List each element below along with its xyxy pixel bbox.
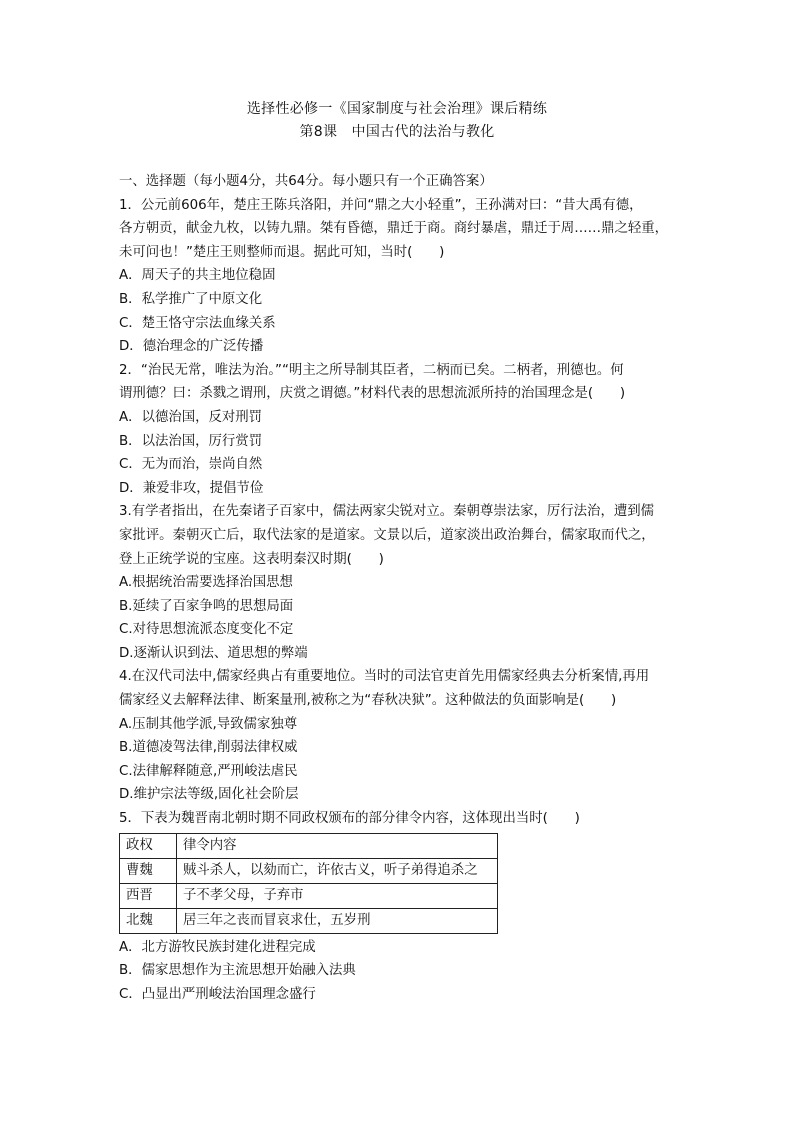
question-3 bbox=[119, 500, 689, 665]
table-header-row bbox=[120, 833, 498, 858]
table-row bbox=[120, 908, 498, 933]
law-table bbox=[119, 833, 498, 934]
table-cell: 西晋 bbox=[120, 883, 177, 908]
lesson-subtitle: 第8课 中国古代的法治与教化 bbox=[299, 124, 495, 140]
option-a: A.压制其他学派,导致儒家独尊 bbox=[119, 716, 298, 732]
table-cell: 子不孝父母，子弃市 bbox=[177, 883, 498, 908]
option-a: A.根据统治需要选择治国思想 bbox=[119, 575, 293, 591]
section-heading: 一、选择题（每小题4分，共64分。每小题只有一个正确答案） bbox=[119, 174, 493, 189]
option-c: C.法律解释随意,严刑峻法虐民 bbox=[119, 763, 298, 779]
question-stem-line: 各方朝贡，献金九枚，以铸九鼎。桀有昏德，鼎迁于商。商纣暴虐，鼎迁于周……鼎之轻重， bbox=[119, 221, 669, 237]
question-stem-line: 2．“治民无常，唯法为治。”“明主之所导制其臣者，二柄而已矣。二柄者，刑德也。何 bbox=[119, 362, 624, 378]
option-b: B.延续了百家争鸣的思想局面 bbox=[119, 598, 294, 614]
table-cell: 居三年之丧而冒哀求仕，五岁刑 bbox=[177, 908, 498, 933]
table-row bbox=[120, 858, 498, 883]
question-stem-line: 1．公元前606年，楚庄王陈兵洛阳，并问“鼎之大小轻重”，王孙满对曰：“昔大禹有德， bbox=[119, 197, 643, 213]
option-b: B．以法治国，厉行赏罚 bbox=[119, 433, 263, 449]
question-list bbox=[119, 170, 689, 1006]
option-d: D．德治理念的广泛传播 bbox=[119, 339, 264, 355]
option-d: D．兼爱非攻，提倡节俭 bbox=[119, 480, 264, 496]
question-stem-line: 4.在汉代司法中,儒家经典占有重要地位。当时的司法官吏首先用儒家经典去分析案情,再用 bbox=[119, 669, 650, 685]
question-2 bbox=[119, 359, 689, 501]
question-stem-line: 5．下表为魏晋南北朝时期不同政权颁布的部分律令内容，这体现出当时( ) bbox=[119, 811, 580, 827]
table-cell: 曹魏 bbox=[120, 858, 177, 883]
option-c: C.对待思想流派态度变化不定 bbox=[119, 622, 294, 638]
question-stem-line: 未可问也！”楚庄王则整师而退。据此可知，当时( ) bbox=[119, 244, 445, 260]
option-a: A．北方游牧民族封建化进程完成 bbox=[119, 939, 316, 955]
option-a: A．周天子的共主地位稳固 bbox=[119, 268, 276, 284]
table-header-cell: 政权 bbox=[120, 833, 177, 858]
question-stem-line: 谓刑德？曰：杀戮之谓刑，庆赏之谓德。”材料代表的思想流派所持的治国理念是( ) bbox=[119, 386, 626, 402]
table-header-cell: 律令内容 bbox=[177, 833, 498, 858]
option-a: A．以德治国，反对刑罚 bbox=[119, 409, 263, 425]
table-cell: 贼斗杀人，以劾而亡，许依古义，听子弟得追杀之 bbox=[177, 858, 498, 883]
option-d: D.维护宗法等级,固化社会阶层 bbox=[119, 787, 299, 803]
table-row bbox=[120, 883, 498, 908]
option-b: B．私学推广了中原文化 bbox=[119, 291, 263, 307]
option-c: C．楚王恪守宗法血缘关系 bbox=[119, 315, 276, 331]
document-title: 选择性必修一《国家制度与社会治理》课后精练 bbox=[246, 101, 548, 117]
question-4 bbox=[119, 665, 689, 807]
option-b: B.道德凌驾法律,削弱法律权威 bbox=[119, 740, 298, 756]
question-stem-line: 登上正统学说的宝座。这表明秦汉时期( ) bbox=[119, 551, 384, 567]
question-stem-line: 家批评。秦朝灭亡后，取代法家的是道家。文景以后，道家淡出政治舞台，儒家取而代之， bbox=[119, 527, 655, 543]
question-stem-line: 3.有学者指出，在先秦诸子百家中，儒法两家尖锐对立。秦朝尊崇法家，厉行法治，遭到儒 bbox=[119, 504, 655, 520]
question-stem-line: 儒家经义去解释法律、断案量刑,被称之为“春秋决狱”。这种做法的负面影响是( ) bbox=[119, 693, 617, 709]
option-c: C．无为而治，崇尚自然 bbox=[119, 457, 263, 473]
question-1 bbox=[119, 194, 689, 359]
option-c: C．凸显出严刑峻法治国理念盛行 bbox=[119, 986, 316, 1002]
table-cell: 北魏 bbox=[120, 908, 177, 933]
question-5 bbox=[119, 807, 689, 1006]
option-d: D.逐渐认识到法、道思想的弊端 bbox=[119, 645, 308, 661]
option-b: B．儒家思想作为主流思想开始融入法典 bbox=[119, 963, 356, 979]
